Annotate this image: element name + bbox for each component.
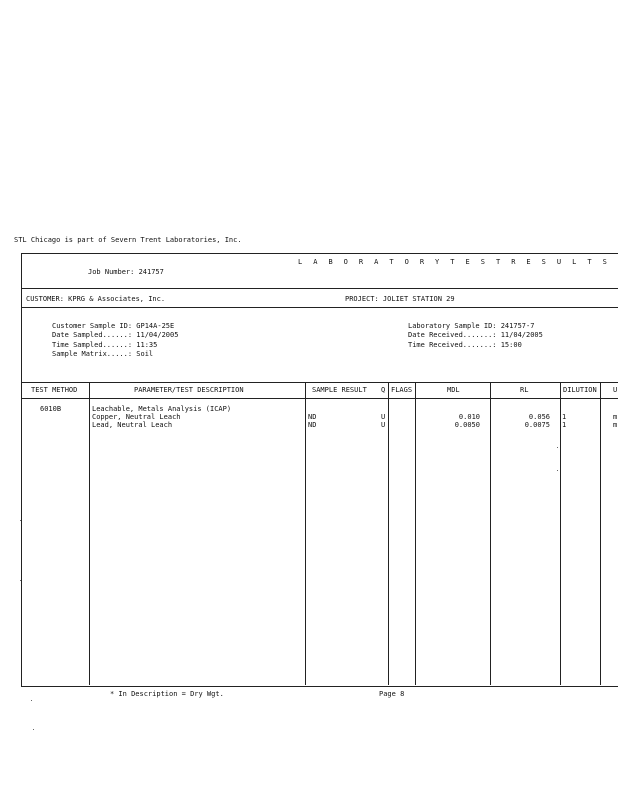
time-received: Time Received.......: 15:00 [408,340,522,349]
scan-speck [557,470,558,471]
table-top-rule [21,382,618,383]
customer-line: CUSTOMER: KPRG & Associates, Inc. [26,295,166,303]
date-received: Date Received.......: 11/04/2005 [408,331,543,340]
page-number: Page 8 [379,690,405,698]
footnote: * In Description = Dry Wgt. [110,690,224,698]
row-dilution: 1 [562,413,567,421]
time-sampled: Time Sampled......: 11:35 [52,340,158,349]
row-mdl: 0.010 [458,413,480,421]
col-divider-2 [305,383,306,685]
sample-matrix: Sample Matrix.....: Soil [52,349,154,358]
row-rl: 0.056 [528,413,550,421]
col-divider-4 [415,383,416,685]
row-result: ND [308,421,317,429]
company-line: STL Chicago is part of Severn Trent Laboratories, Inc. [14,236,242,244]
col-divider-1 [89,383,90,685]
lab-sample-id: Laboratory Sample ID: 241757-7 [408,322,535,330]
row-parameter: Copper, Neutral Leach [92,413,181,421]
col-header-sample-result: SAMPLE RESULT [312,386,367,394]
col-divider-7 [600,383,601,685]
col-header-mdl: MDL [447,386,460,394]
report-frame [21,253,618,687]
job-number: Job Number: 241757 [88,268,164,276]
scan-speck [20,520,21,521]
row-dilution: 1 [562,421,567,429]
col-header-rl: RL [520,386,529,394]
analysis-group-label: Leachable, Metals Analysis (ICAP) [92,405,232,413]
customer-sample-id: Customer Sample ID: GP14A-25E [52,322,175,330]
row-units: m [613,421,618,429]
col-header-test-method: TEST METHOD [31,386,78,394]
row-units: m [613,413,618,421]
date-sampled: Date Sampled......: 11/04/2005 [52,331,179,340]
col-header-parameter: PARAMETER/TEST DESCRIPTION [134,386,244,394]
project-line: PROJECT: JOLIET STATION 29 [345,295,455,303]
header-divider-2 [21,307,618,308]
col-header-flags: FLAGS [391,386,413,394]
row-mdl: 0.0050 [454,421,480,429]
row-rl: 0.0075 [524,421,550,429]
table-header-rule [21,398,618,399]
row-qualifier: U [381,413,386,421]
row-qualifier: U [381,421,386,429]
col-header-units: U [613,386,618,394]
row-parameter: Lead, Neutral Leach [92,421,173,429]
scan-speck [557,447,558,448]
col-divider-5 [490,383,491,685]
scan-speck [31,700,32,701]
col-divider-3 [388,383,389,685]
sample-info-left [52,322,178,359]
scan-speck [33,729,34,730]
row-result: ND [308,413,317,421]
sample-info-right [408,322,543,350]
header-divider-1 [21,288,618,289]
col-header-q: Q [381,386,386,394]
scan-speck [20,580,21,581]
col-divider-6 [560,383,561,685]
method-code: 6010B [40,405,62,413]
report-title: L A B O R A T O R Y T E S T R E S U L T S [298,258,611,266]
col-header-dilution: DILUTION [563,386,597,394]
